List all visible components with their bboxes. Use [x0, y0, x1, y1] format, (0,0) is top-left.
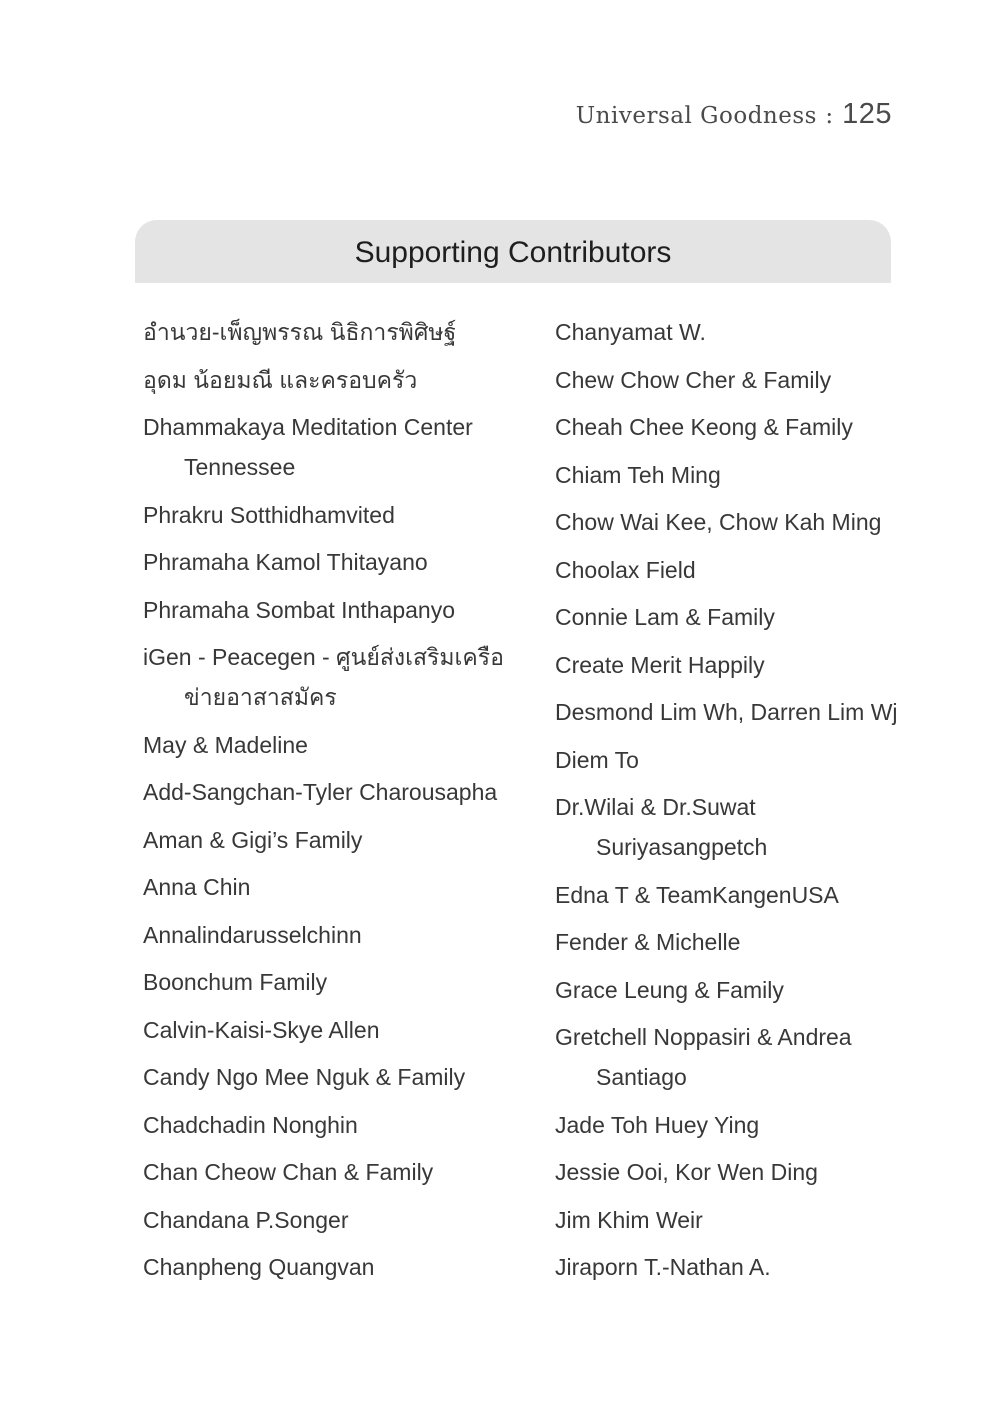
- list-item: Jessie Ooi, Kor Wen Ding: [555, 1159, 818, 1185]
- list-item: Edna T & TeamKangenUSA: [555, 881, 839, 908]
- list-item: Anna Chin: [143, 874, 251, 900]
- list-item: Jade Toh Huey Ying: [555, 1111, 760, 1138]
- list-item: อุดม น้อยมณี และครอบครัว: [143, 366, 418, 393]
- list-item: Annalindarusselchinn: [143, 921, 362, 948]
- list-item: Desmond Lim Wh, Darren Lim Wj: [555, 699, 898, 725]
- list-item: Diem To: [555, 746, 639, 773]
- list-item: Gretchell Noppasiri & Andrea Santiago: [555, 1024, 852, 1090]
- list-item: Chandana P.Songer: [143, 1206, 349, 1233]
- contributor-list-right: [555, 312, 915, 1295]
- list-item: Create Merit Happily: [555, 651, 765, 678]
- list-item: Cheah Chee Keong & Family: [555, 414, 853, 440]
- list-item: Connie Lam & Family: [555, 604, 775, 630]
- list-item: Candy Ngo Mee Nguk & Family: [143, 1064, 466, 1090]
- list-item: Chiam Teh Ming: [555, 461, 721, 488]
- section-banner: [135, 220, 891, 283]
- list-item: อำนวย-เพ็ญพรรณ นิธิการพิศิษฐ์: [143, 319, 457, 345]
- list-item: Jiraporn T.-Nathan A.: [555, 1254, 771, 1280]
- list-item: Fender & Michelle: [555, 929, 741, 955]
- header-separator: :: [825, 103, 834, 129]
- list-item: iGen - Peacegen - ศูนย์ส่งเสริมเครือข่ายอาสาสมัคร: [143, 644, 504, 710]
- list-item: Aman & Gigi’s Family: [143, 826, 363, 853]
- contributor-list-left: [143, 312, 533, 1295]
- list-item: Jim Khim Weir: [555, 1206, 703, 1233]
- list-item: Phramaha Sombat Inthapanyo: [143, 596, 455, 623]
- list-item: Chew Chow Cher & Family: [555, 366, 832, 393]
- list-item: Add-Sangchan-Tyler Charousapha: [143, 779, 498, 805]
- list-item: Dr.Wilai & Dr.Suwat Suriyasangpetch: [555, 794, 768, 860]
- list-item: Calvin-Kaisi-Skye Allen: [143, 1016, 380, 1043]
- page-number: 125: [842, 98, 892, 130]
- list-item: May & Madeline: [143, 731, 308, 758]
- list-item: Chadchadin Nonghin: [143, 1111, 358, 1138]
- list-item: Chanpheng Quangvan: [143, 1254, 375, 1280]
- list-item: Chow Wai Kee, Chow Kah Ming: [555, 509, 882, 535]
- list-item: Grace Leung & Family: [555, 976, 784, 1003]
- list-item: Phramaha Kamol Thitayano: [143, 549, 428, 575]
- list-item: Phrakru Sotthidhamvited: [143, 501, 395, 528]
- section-title: Supporting Contributors: [354, 235, 672, 269]
- running-head: [576, 98, 892, 131]
- list-item: Choolax Field: [555, 556, 696, 583]
- list-item: Chanyamat W.: [555, 319, 706, 345]
- list-item: Dhammakaya Meditation Center Tennessee: [143, 414, 473, 480]
- list-item: Chan Cheow Chan & Family: [143, 1159, 434, 1185]
- list-item: Boonchum Family: [143, 969, 328, 995]
- book-title: Universal Goodness: [575, 103, 817, 129]
